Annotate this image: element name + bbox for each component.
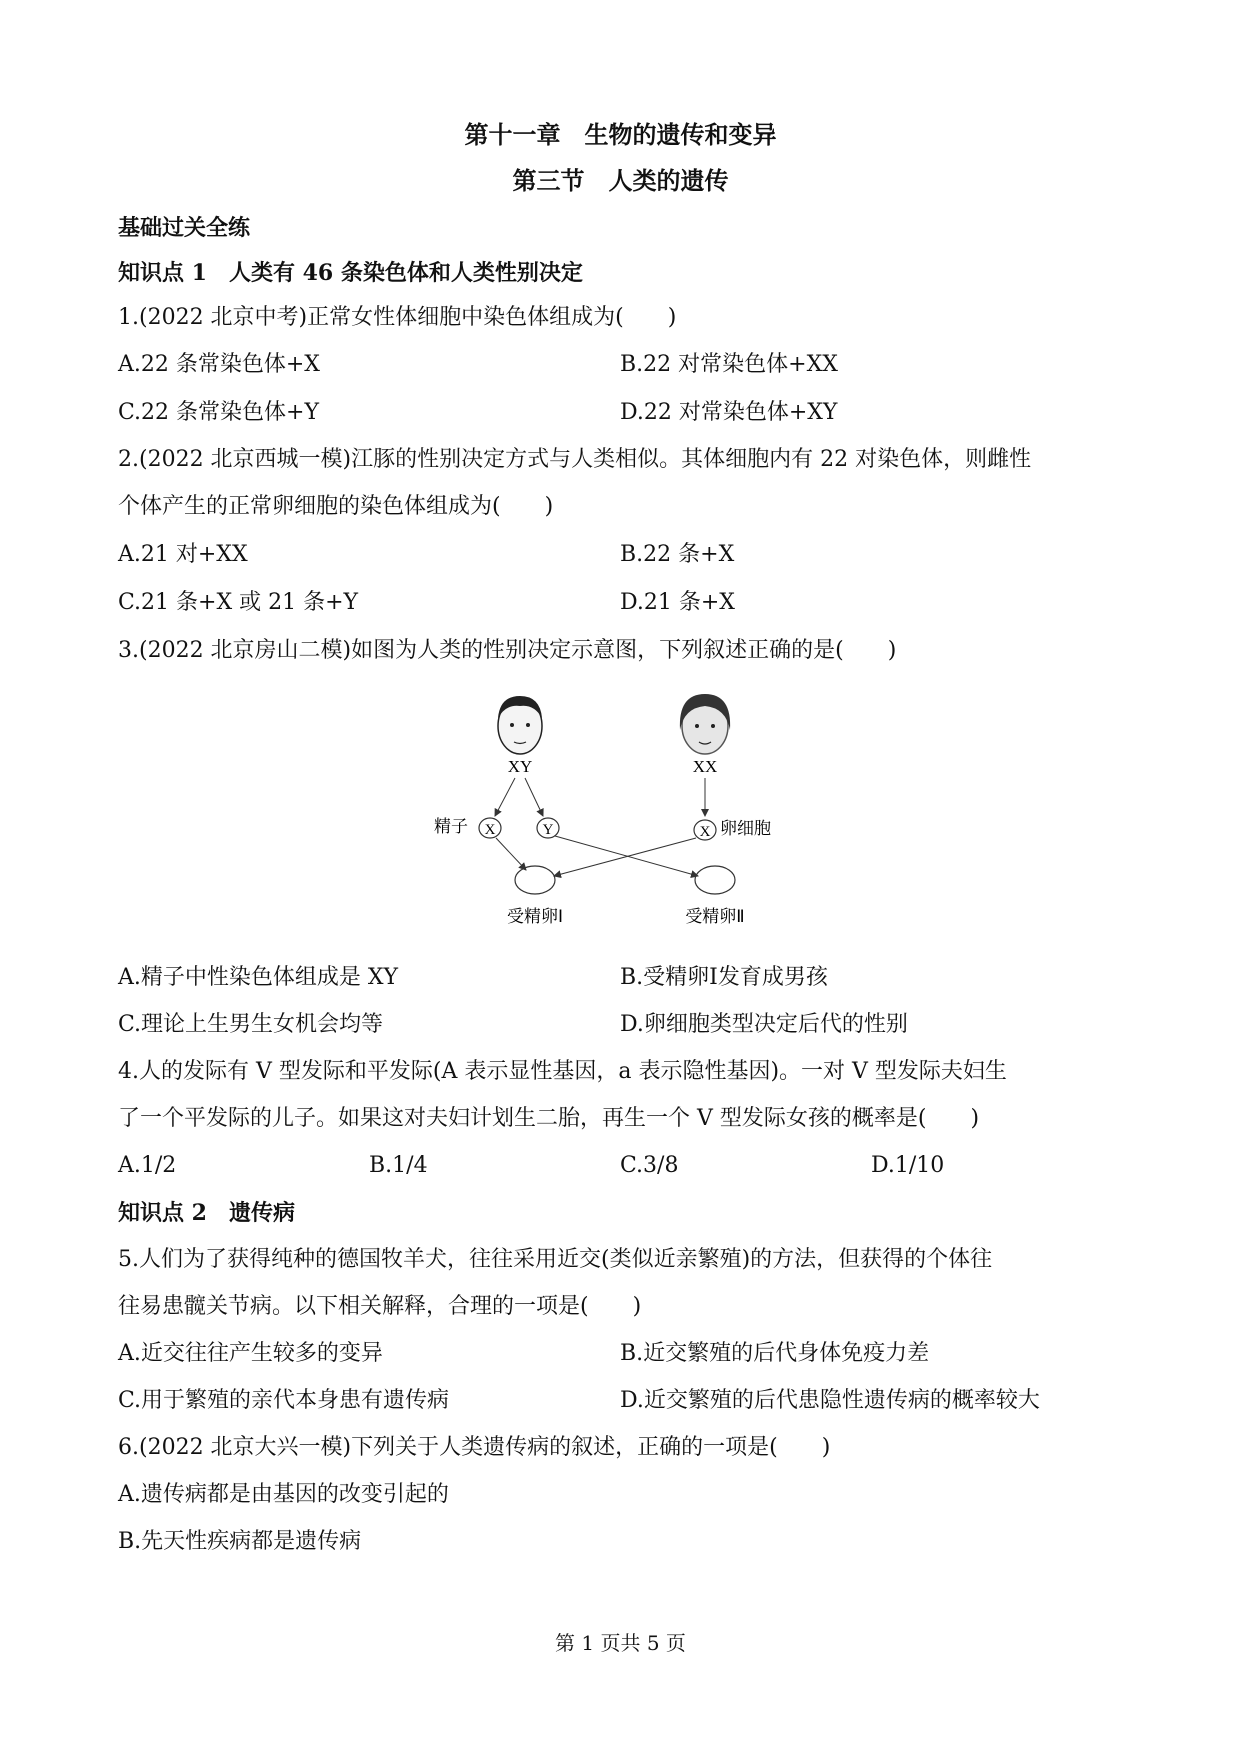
question-1-option-a: A.22 条常染色体+X	[118, 352, 320, 377]
male-face-icon	[498, 696, 542, 754]
egg-x-chromosome: X	[699, 824, 711, 840]
question-5-option-c: C.用于繁殖的亲代本身患有遗传病	[118, 1388, 450, 1413]
question-6-option-a: A.遗传病都是由基因的改变引起的	[118, 1482, 449, 1507]
question-1-option-d: D.22 对常染色体+XY	[620, 400, 838, 425]
question-4-stem-line2: 了一个平发际的儿子。如果这对夫妇计划生二胎，再生一个 V 型发际女孩的概率是( )	[118, 1106, 980, 1131]
question-1-option-b: B.22 对常染色体+XX	[620, 352, 838, 377]
question-1-stem: 1.(2022 北京中考)正常女性体细胞中染色体组成为( )	[118, 305, 677, 330]
question-3-stem: 3.(2022 北京房山二模)如图为人类的性别决定示意图，下列叙述正确的是( )	[118, 638, 897, 663]
question-2-option-c: C.21 条+X 或 21 条+Y	[118, 590, 359, 615]
question-3-option-d: D.卵细胞类型决定后代的性别	[620, 1012, 908, 1037]
question-2-option-b: B.22 条+X	[620, 542, 735, 567]
question-5-stem-line1: 5.人们为了获得纯种的德国牧羊犬，往往采用近交(类似近亲繁殖)的方法，但获得的个体往	[118, 1247, 993, 1272]
question-5-option-a: A.近交往往产生较多的变异	[118, 1341, 383, 1366]
question-5-option-d: D.近交繁殖的后代患隐性遗传病的概率较大	[620, 1388, 1040, 1413]
question-4-option-b: B.1/4	[369, 1153, 428, 1178]
knowledge-point-2: 知识点 2 遗传病	[118, 1200, 295, 1226]
question-3-option-a: A.精子中性染色体组成是 XY	[118, 965, 399, 990]
female-chromosome-label: XX	[692, 757, 718, 776]
male-chromosome-label: XY	[507, 757, 533, 776]
chapter-title: 第十一章 生物的遗传和变异	[464, 120, 777, 149]
question-2-option-d: D.21 条+X	[620, 590, 735, 615]
sperm-label: 精子	[434, 817, 468, 837]
question-4-option-a: A.1/2	[118, 1153, 177, 1178]
question-4-stem-line1: 4.人的发际有 V 型发际和平发际(A 表示显性基因，a 表示隐性基因)。一对 V 型发际夫妇生	[118, 1059, 1007, 1084]
question-4-option-d: D.1/10	[871, 1153, 945, 1178]
sperm-y-chromosome: Y	[542, 822, 554, 838]
question-4-option-c: C.3/8	[620, 1153, 679, 1178]
question-3-option-c: C.理论上生男生女机会均等	[118, 1012, 384, 1037]
question-6-stem: 6.(2022 北京大兴一模)下列关于人类遗传病的叙述，正确的一项是( )	[118, 1435, 831, 1460]
question-5-option-b: B.近交繁殖的后代身体免疫力差	[620, 1341, 930, 1366]
question-2-stem-line1: 2.(2022 北京西城一模)江豚的性别决定方式与人类相似。其体细胞内有 22 对染色体，则雌性	[118, 447, 1032, 472]
egg-label: 卵细胞	[720, 819, 771, 839]
zygote-1-label: 受精卵Ⅰ	[506, 907, 564, 927]
page-footer: 第 1 页共 5 页	[555, 1631, 686, 1655]
zygote-2-label: 受精卵Ⅱ	[685, 907, 745, 927]
sperm-x-chromosome: X	[484, 822, 496, 838]
question-2-option-a: A.21 对+XX	[118, 542, 248, 567]
question-6-option-b: B.先天性疾病都是遗传病	[118, 1529, 362, 1554]
sex-determination-diagram	[430, 690, 830, 930]
practice-heading: 基础过关全练	[118, 215, 251, 241]
question-1-option-c: C.22 条常染色体+Y	[118, 400, 319, 425]
question-2-stem-line2: 个体产生的正常卵细胞的染色体组成为( )	[118, 494, 554, 519]
female-face-icon	[680, 694, 730, 754]
question-3-option-b: B.受精卵Ⅰ发育成男孩	[620, 965, 828, 990]
knowledge-point-1: 知识点 1 人类有 46 条染色体和人类性别决定	[118, 260, 583, 286]
section-title: 第三节 人类的遗传	[512, 166, 729, 195]
question-5-stem-line2: 往易患髋关节病。以下相关解释，合理的一项是( )	[118, 1294, 642, 1319]
